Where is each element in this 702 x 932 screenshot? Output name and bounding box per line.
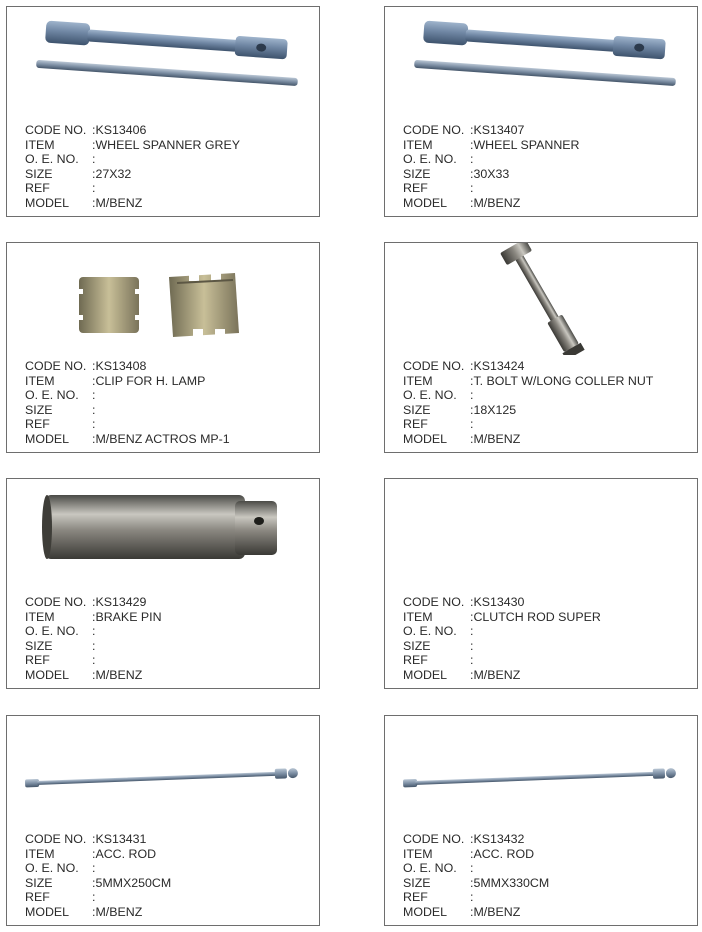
oe-label: O. E. NO. <box>25 152 79 167</box>
ref-label: REF <box>25 653 50 668</box>
t-bolt-icon <box>385 243 697 355</box>
model-label: MODEL <box>25 904 70 919</box>
product-card: CODE NO. : KS13408 ITEM : CLIP FOR H. LAMP O. E. NO. : SIZE : REF : MODEL : M/BENZ ACTROS MP-1 <box>6 242 320 453</box>
ref-label: REF <box>403 181 428 196</box>
item-label: ITEM <box>403 137 433 152</box>
oe-label: O. E. NO. <box>403 861 457 876</box>
product-card: CODE NO. : KS13407 ITEM : WHEEL SPANNER O. E. NO. : SIZE : 30X33 REF : MODEL : M/BENZ <box>384 6 698 217</box>
code-label: CODE NO. <box>25 359 87 373</box>
model-label: MODEL <box>25 195 70 210</box>
oe-label: O. E. NO. <box>25 388 79 403</box>
ref-label: REF <box>403 653 428 668</box>
code-label: CODE NO. <box>403 359 465 373</box>
item-value: ACC. ROD <box>473 846 535 861</box>
oe-label: O. E. NO. <box>403 624 457 639</box>
acc-rod-icon <box>385 716 697 828</box>
ref-label: REF <box>25 417 50 432</box>
model-value: M/BENZ <box>95 195 143 210</box>
size-label: SIZE <box>25 875 53 890</box>
code-value: KS13407 <box>473 123 525 137</box>
item-label: ITEM <box>25 846 55 861</box>
model-value: M/BENZ <box>473 431 521 446</box>
code-value: KS13431 <box>95 832 147 846</box>
item-label: ITEM <box>403 846 433 861</box>
code-value: KS13424 <box>473 359 525 373</box>
size-value: 5MMX330CM <box>473 875 550 890</box>
model-label: MODEL <box>25 667 70 682</box>
size-value: 5MMX250CM <box>95 875 172 890</box>
size-label: SIZE <box>25 402 53 417</box>
size-label: SIZE <box>403 402 431 417</box>
item-label: ITEM <box>403 609 433 624</box>
code-value: KS13430 <box>473 595 525 609</box>
oe-label: O. E. NO. <box>403 152 457 167</box>
model-value: M/BENZ <box>473 667 521 682</box>
lamp-clip-icon <box>7 243 319 355</box>
item-value: ACC. ROD <box>95 846 157 861</box>
code-label: CODE NO. <box>403 595 465 609</box>
acc-rod-icon <box>7 716 319 828</box>
model-label: MODEL <box>403 904 448 919</box>
oe-label: O. E. NO. <box>403 388 457 403</box>
model-value: M/BENZ <box>473 195 521 210</box>
item-value: WHEEL SPANNER GREY <box>95 137 241 152</box>
size-label: SIZE <box>25 638 53 653</box>
product-card: CODE NO. : KS13406 ITEM : WHEEL SPANNER GREY O. E. NO. : SIZE : 27X32 REF : MODEL : M/BENZ <box>6 6 320 217</box>
item-label: ITEM <box>25 137 55 152</box>
size-label: SIZE <box>403 638 431 653</box>
code-label: CODE NO. <box>403 832 465 846</box>
ref-label: REF <box>25 181 50 196</box>
model-value: M/BENZ <box>95 904 143 919</box>
size-label: SIZE <box>403 875 431 890</box>
product-card: CODE NO. : KS13432 ITEM : ACC. ROD O. E. NO. : SIZE : 5MMX330CM REF : MODEL : M/BENZ <box>384 715 698 926</box>
code-value: KS13408 <box>95 359 147 373</box>
code-label: CODE NO. <box>25 832 87 846</box>
size-label: SIZE <box>403 166 431 181</box>
item-label: ITEM <box>403 373 433 388</box>
brake-pin-icon <box>7 479 319 591</box>
code-value: KS13429 <box>95 595 147 609</box>
model-value: M/BENZ <box>95 667 143 682</box>
code-value: KS13406 <box>95 123 147 137</box>
ref-label: REF <box>403 417 428 432</box>
model-label: MODEL <box>25 431 70 446</box>
size-value: 27X32 <box>95 166 132 181</box>
item-value: BRAKE PIN <box>95 609 162 624</box>
product-card: CODE NO. : KS13431 ITEM : ACC. ROD O. E. NO. : SIZE : 5MMX250CM REF : MODEL : M/BENZ <box>6 715 320 926</box>
ref-label: REF <box>25 890 50 905</box>
code-label: CODE NO. <box>25 595 87 609</box>
wheel-spanner-icon <box>7 7 319 119</box>
oe-label: O. E. NO. <box>25 624 79 639</box>
product-card: CODE NO. : KS13430 ITEM : CLUTCH ROD SUPER O. E. NO. : SIZE : REF : MODEL : M/BENZ <box>384 478 698 689</box>
model-label: MODEL <box>403 195 448 210</box>
wheel-spanner-icon <box>385 7 697 119</box>
model-value: M/BENZ ACTROS MP-1 <box>95 431 230 446</box>
product-card: CODE NO. : KS13429 ITEM : BRAKE PIN O. E. NO. : SIZE : REF : MODEL : M/BENZ <box>6 478 320 689</box>
item-value: WHEEL SPANNER <box>473 137 580 152</box>
ref-label: REF <box>403 890 428 905</box>
oe-label: O. E. NO. <box>25 861 79 876</box>
code-value: KS13432 <box>473 832 525 846</box>
item-value: T. BOLT W/LONG COLLER NUT <box>473 373 654 388</box>
size-value: 30X33 <box>473 166 510 181</box>
model-label: MODEL <box>403 431 448 446</box>
model-value: M/BENZ <box>473 904 521 919</box>
code-label: CODE NO. <box>25 123 87 137</box>
code-label: CODE NO. <box>403 123 465 137</box>
item-label: ITEM <box>25 373 55 388</box>
size-label: SIZE <box>25 166 53 181</box>
item-value: CLUTCH ROD SUPER <box>473 609 601 624</box>
item-label: ITEM <box>25 609 55 624</box>
product-card: CODE NO. : KS13424 ITEM : T. BOLT W/LONG COLLER NUT O. E. NO. : SIZE : 18X125 REF : MODEL : M/BENZ <box>384 242 698 453</box>
size-value: 18X125 <box>473 402 517 417</box>
model-label: MODEL <box>403 667 448 682</box>
item-value: CLIP FOR H. LAMP <box>95 373 206 388</box>
